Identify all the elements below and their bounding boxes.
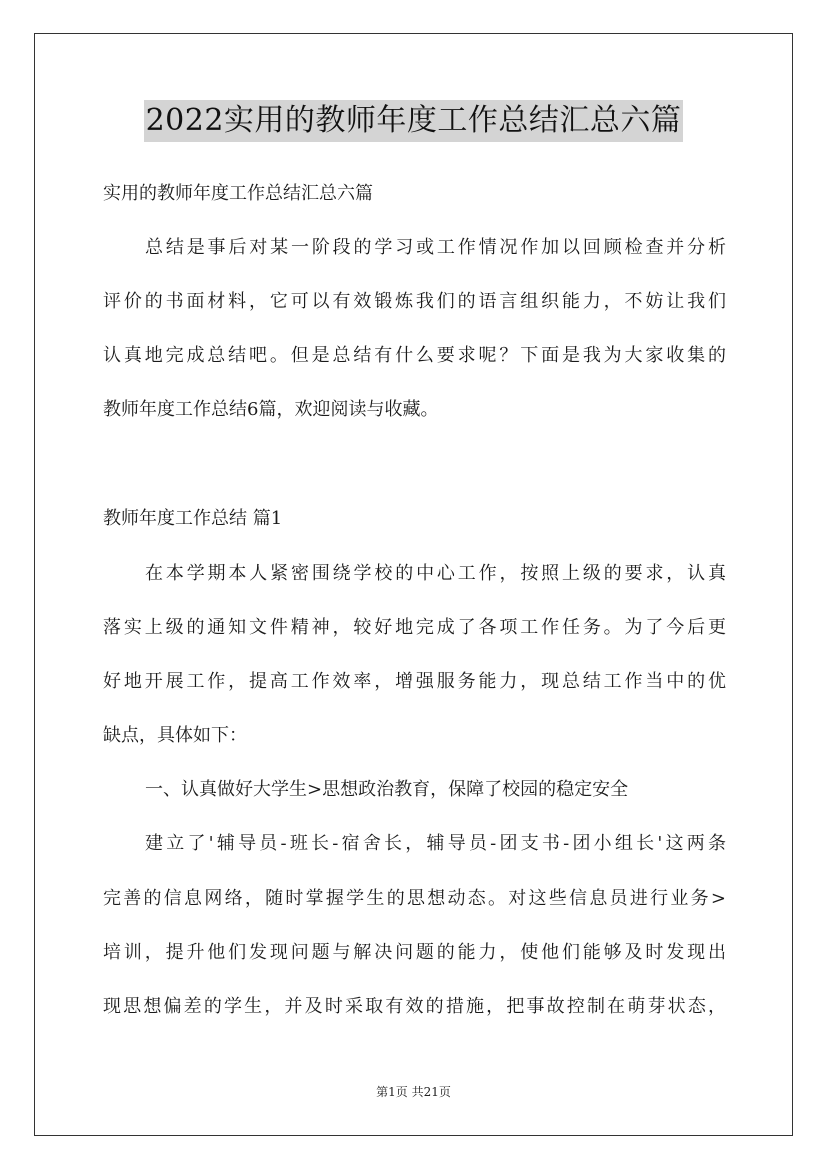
section-heading: 教师年度工作总结 篇1 — [103, 508, 283, 529]
section-line: 好地开展工作，提高工作效率，增强服务能力，现总结工作当中的优 — [103, 671, 726, 692]
intro-line: 认真地完成总结吧。但是总结有什么要求呢？下面是我为大家收集的 — [103, 345, 726, 366]
intro-line: 总结是事后对某一阶段的学习或工作情况作加以回顾检查并分析 — [145, 237, 726, 258]
section-line: 在本学期本人紧密围绕学校的中心工作，按照上级的要求，认真 — [145, 563, 726, 584]
body-line: 建立了'辅导员-班长-宿舍长，辅导员-团支书-团小组长'这两条 — [145, 833, 726, 854]
page-number-footer: 第1页 共21页 — [376, 1085, 451, 1099]
section-line: 落实上级的通知文件精神，较好地完成了各项工作任务。为了今后更 — [103, 617, 726, 638]
subheading: 一、认真做好大学生>思想政治教育，保障了校园的稳定安全 — [145, 779, 629, 800]
body-line: 培训，提升他们发现问题与解决问题的能力，使他们能够及时发现出 — [103, 942, 726, 963]
body-line: 完善的信息网络，随时掌握学生的思想动态。对这些信息员进行业务> — [103, 888, 726, 909]
document-title-text: 2022实用的教师年度工作总结汇总六篇 — [144, 100, 684, 142]
section-line: 缺点，具体如下： — [103, 725, 247, 746]
subtitle: 实用的教师年度工作总结汇总六篇 — [103, 183, 373, 204]
intro-line: 评价的书面材料，它可以有效锻炼我们的语言组织能力，不妨让我们 — [103, 291, 726, 312]
document-title — [0, 100, 827, 142]
intro-line: 教师年度工作总结6篇，欢迎阅读与收藏。 — [103, 399, 439, 420]
body-line: 现思想偏差的学生，并及时采取有效的措施，把事故控制在萌芽状态， — [103, 996, 726, 1017]
